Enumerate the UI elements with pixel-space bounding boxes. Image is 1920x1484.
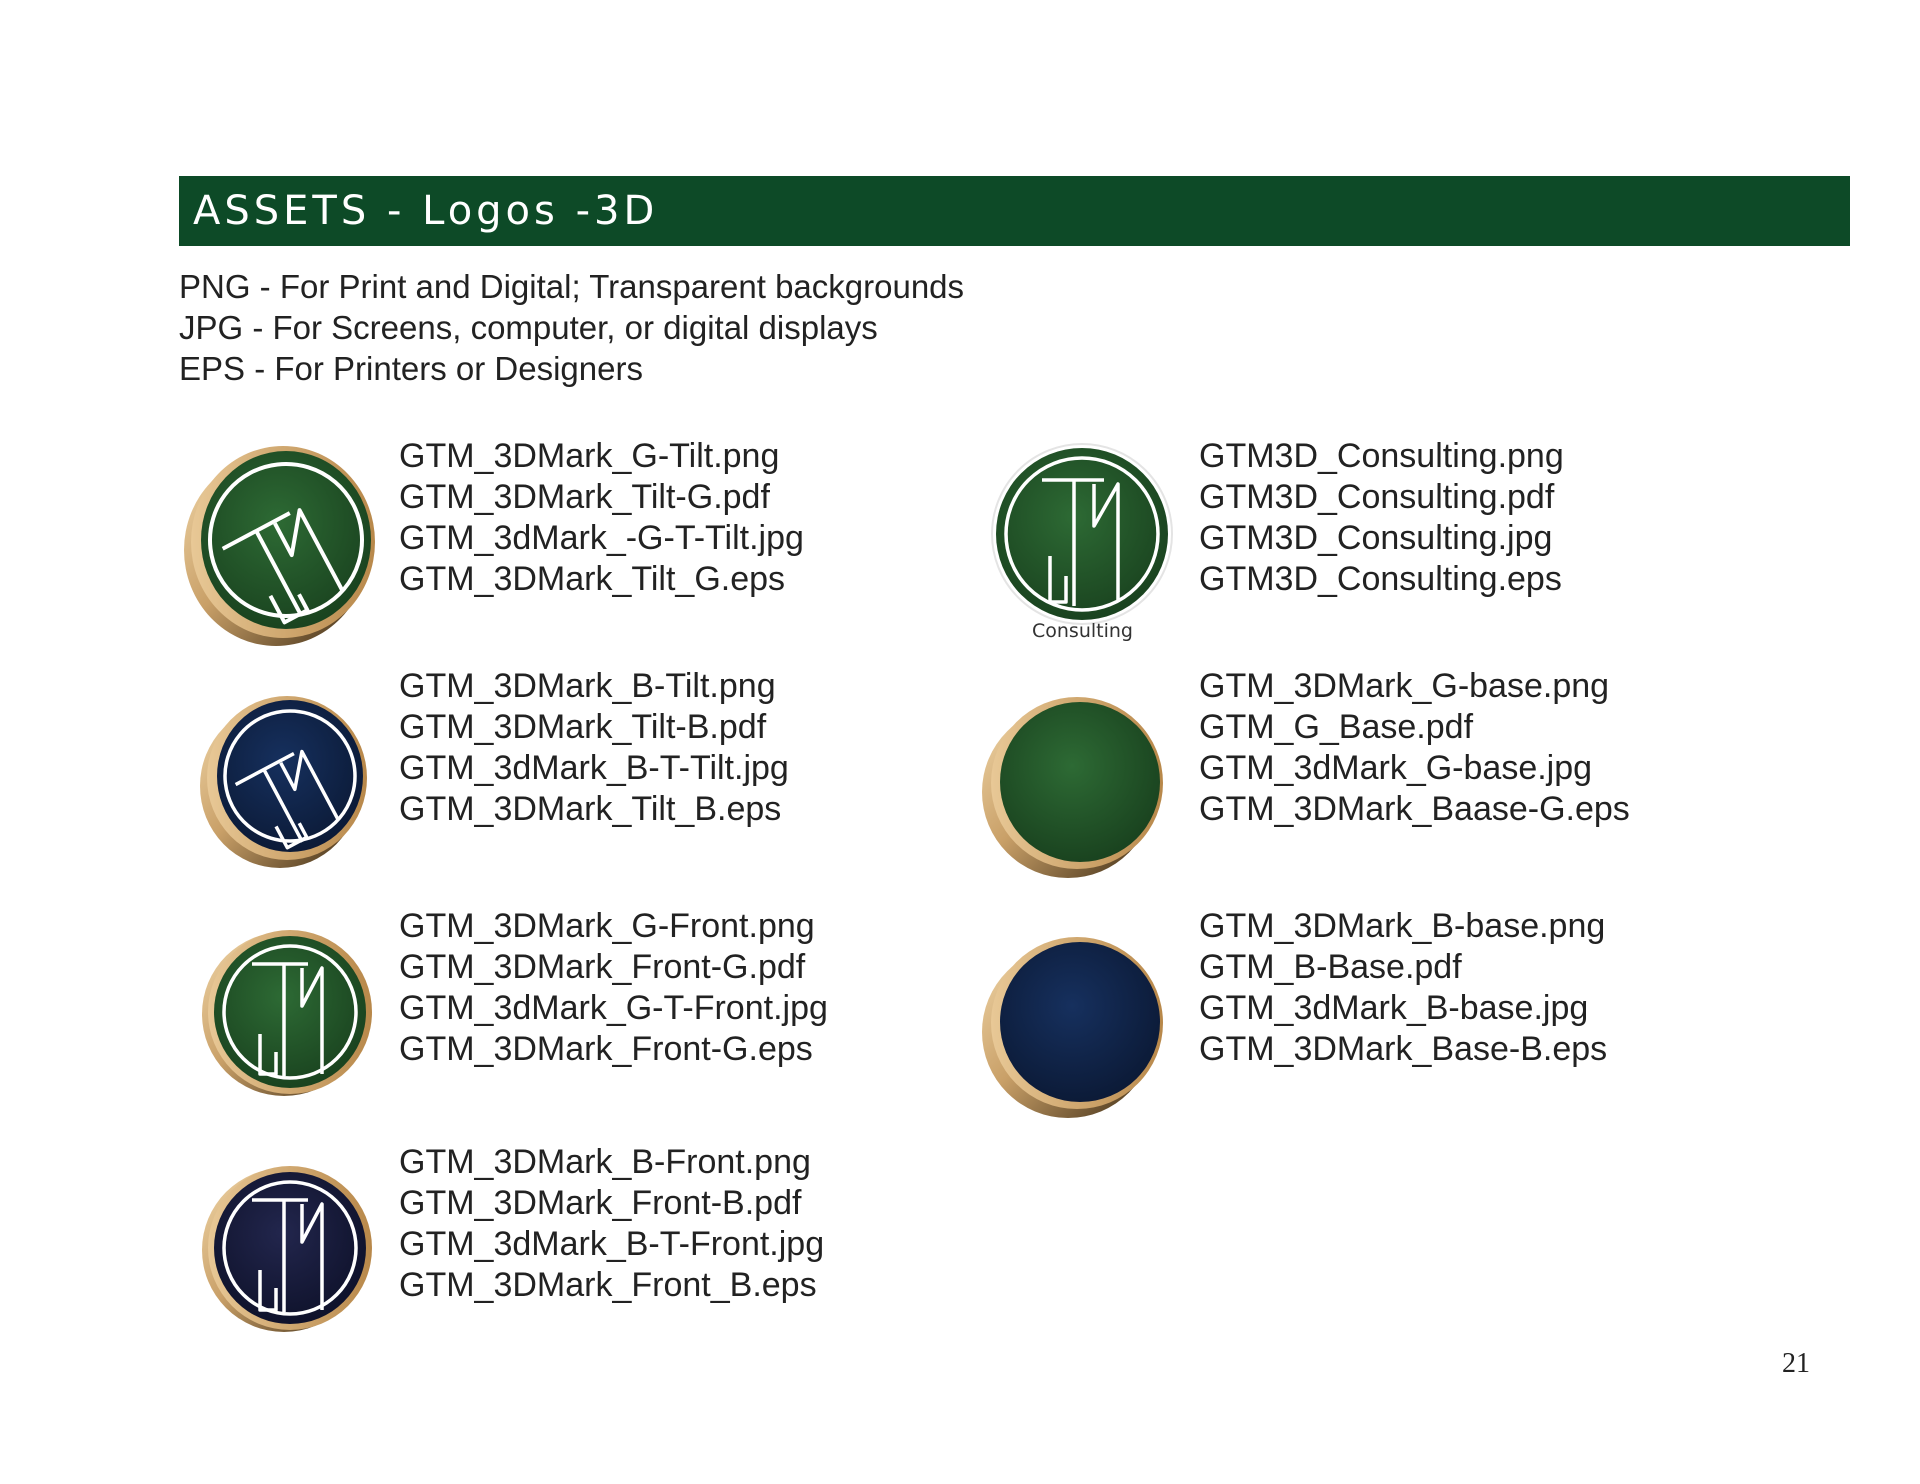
file-png[interactable]: GTM_3DMark_G-Tilt.png <box>399 437 780 475</box>
asset-green-tilt <box>180 436 960 636</box>
file-png[interactable]: GTM_3DMark_B-Front.png <box>399 1143 811 1181</box>
file-pdf[interactable]: GTM_G_Base.pdf <box>1199 708 1474 746</box>
file-eps[interactable]: GTM_3DMark_Tilt_G.eps <box>399 560 786 598</box>
file-pdf[interactable]: GTM_3DMark_Tilt-B.pdf <box>399 708 767 746</box>
asset-green-front <box>180 906 960 1106</box>
asset-navy-front <box>180 1142 960 1342</box>
consulting-caption: Consulting <box>1032 620 1133 642</box>
file-pdf[interactable]: GTM_3DMark_Front-G.pdf <box>399 948 806 986</box>
file-pdf[interactable]: GTM_B-Base.pdf <box>1199 948 1462 986</box>
file-eps[interactable]: GTM3D_Consulting.eps <box>1199 560 1562 598</box>
file-png[interactable]: GTM3D_Consulting.png <box>1199 437 1564 475</box>
file-pdf[interactable]: GTM3D_Consulting.pdf <box>1199 478 1555 516</box>
file-jpg[interactable]: GTM3D_Consulting.jpg <box>1199 519 1553 557</box>
file-list <box>399 906 828 1070</box>
page-title: ASSETS - Logos -3D <box>193 188 659 234</box>
asset-blue-base <box>980 906 1760 1106</box>
format-eps-description: EPS - For Printers or Designers <box>179 350 643 387</box>
page-number: 21 <box>1782 1348 1810 1379</box>
file-jpg[interactable]: GTM_3dMark_B-T-Front.jpg <box>399 1225 825 1263</box>
format-png-description: PNG - For Print and Digital; Transparent backgrounds <box>179 268 965 305</box>
file-list <box>399 436 804 600</box>
format-descriptions <box>179 266 964 389</box>
file-png[interactable]: GTM_3DMark_G-base.png <box>1199 667 1610 705</box>
gtm-3d-mark-green-tilt-icon <box>180 436 400 656</box>
asset-consulting <box>980 436 1760 642</box>
asset-blue-tilt <box>180 666 960 866</box>
file-png[interactable]: GTM_3DMark_B-Tilt.png <box>399 667 776 705</box>
file-png[interactable]: GTM_3DMark_B-base.png <box>1199 907 1606 945</box>
file-jpg[interactable]: GTM_3dMark_-G-T-Tilt.jpg <box>399 519 804 557</box>
asset-green-base <box>980 666 1760 866</box>
file-pdf[interactable]: GTM_3DMark_Front-B.pdf <box>399 1184 802 1222</box>
file-list <box>399 1142 824 1306</box>
header-bar <box>179 176 1850 246</box>
format-jpg-description: JPG - For Screens, computer, or digital displays <box>179 309 878 346</box>
file-jpg[interactable]: GTM_3dMark_G-base.jpg <box>1199 749 1593 787</box>
gtm-3d-mark-blue-tilt-icon <box>180 666 400 886</box>
file-eps[interactable]: GTM_3DMark_Baase-G.eps <box>1199 790 1630 828</box>
gtm-3d-blue-base-icon <box>980 906 1200 1126</box>
file-eps[interactable]: GTM_3DMark_Base-B.eps <box>1199 1030 1608 1068</box>
file-list <box>1199 436 1564 600</box>
gtm-3d-green-base-icon <box>980 666 1200 886</box>
file-jpg[interactable]: GTM_3dMark_B-T-Tilt.jpg <box>399 749 789 787</box>
file-pdf[interactable]: GTM_3DMark_Tilt-G.pdf <box>399 478 770 516</box>
file-png[interactable]: GTM_3DMark_G-Front.png <box>399 907 815 945</box>
file-list <box>1199 666 1630 830</box>
file-list <box>399 666 789 830</box>
file-list <box>1199 906 1607 1070</box>
file-eps[interactable]: GTM_3DMark_Tilt_B.eps <box>399 790 782 828</box>
file-eps[interactable]: GTM_3DMark_Front-G.eps <box>399 1030 813 1068</box>
gtm-3d-mark-green-front-icon <box>180 906 400 1126</box>
file-jpg[interactable]: GTM_3dMark_B-base.jpg <box>1199 989 1589 1027</box>
gtm-3d-mark-navy-front-icon <box>180 1142 400 1362</box>
file-jpg[interactable]: GTM_3dMark_G-T-Front.jpg <box>399 989 828 1027</box>
file-eps[interactable]: GTM_3DMark_Front_B.eps <box>399 1266 817 1304</box>
